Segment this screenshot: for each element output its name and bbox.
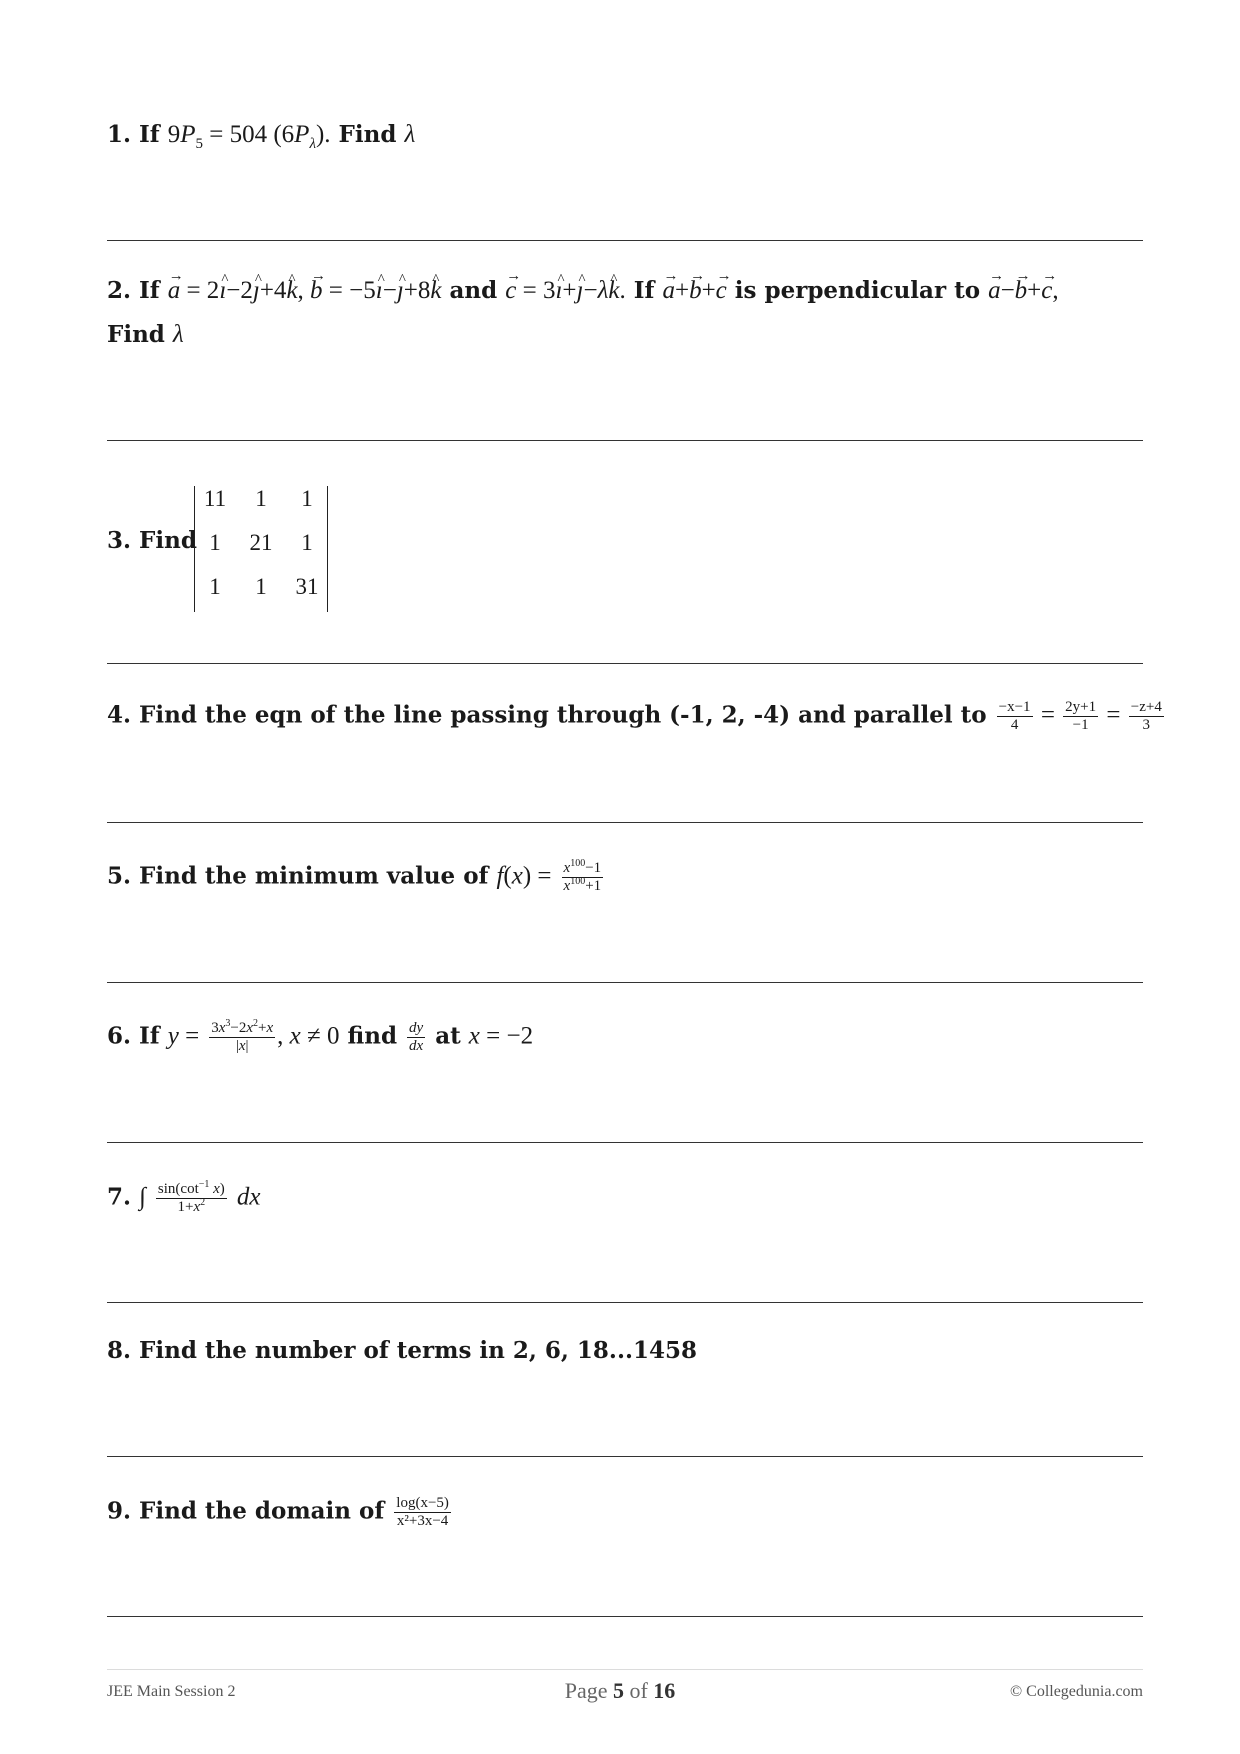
question-text: Find the number of terms in 2, 6, 18...1458 — [139, 1337, 697, 1364]
fraction-numerator: log(x−5) — [396, 1495, 449, 1511]
math-expression: y = — [167, 1022, 200, 1050]
question-text: Find — [139, 527, 197, 554]
matrix-cell: 11 — [203, 486, 227, 511]
fraction: $\frac{3x^3-2x^2+x}{|x|}$ — [211, 1018, 274, 1054]
question-text: Find the domain of — [139, 1497, 385, 1525]
footer-copyright: © Collegedunia.com — [1009, 1683, 1143, 1700]
question-text: If — [139, 1022, 160, 1050]
question-text: Find the eqn of the line passing through (-1, 2, -4) and parallel to — [139, 701, 987, 729]
math-expression: dx — [236, 1183, 261, 1211]
question-text: is perpendicular to — [734, 277, 981, 304]
question-text: Find — [107, 321, 165, 348]
fraction: $\frac{dy}{dx}$ — [409, 1020, 424, 1054]
page-total: 16 — [653, 1678, 676, 1703]
question-text: find — [347, 1022, 398, 1050]
equals-sign: = — [1100, 701, 1127, 729]
question-7 — [107, 1179, 261, 1215]
answer-divider — [107, 240, 1143, 241]
matrix-cell: 1 — [209, 530, 221, 555]
answer-divider — [107, 982, 1143, 983]
question-number: 6. — [107, 1022, 132, 1050]
question-text: and — [449, 277, 498, 304]
matrix-cell: 31 — [295, 574, 319, 599]
fraction-denominator: 3 — [1142, 717, 1151, 733]
question-text: If — [139, 277, 160, 304]
question-1 — [107, 120, 415, 159]
question-3 — [107, 526, 197, 556]
question-number: 4. — [107, 701, 132, 729]
question-number: 9. — [107, 1497, 132, 1525]
fraction — [1129, 700, 1164, 733]
question-text: Find the minimum value of — [139, 862, 489, 890]
math-expression: f(x) = — [496, 862, 552, 890]
footer-divider — [107, 1669, 1143, 1670]
matrix-cell: 1 — [255, 574, 267, 599]
math-symbol: λ — [404, 121, 416, 148]
answer-divider — [107, 1142, 1143, 1143]
page-current: 5 — [612, 1678, 624, 1703]
math-expression: → c = 3^ ı+^ ȷ−λ^ k. — [505, 277, 626, 304]
question-4 — [107, 700, 1166, 733]
matrix-cell: 1 — [301, 530, 313, 555]
page-word: Page — [564, 1678, 608, 1703]
matrix-cell: 21 — [249, 530, 273, 555]
question-text: If — [633, 277, 655, 304]
page-of: of — [629, 1678, 648, 1703]
question-number: 2. — [107, 277, 132, 304]
question-8 — [107, 1336, 697, 1366]
question-6 — [107, 1018, 534, 1054]
question-text: If — [139, 121, 160, 148]
question-text: Find — [338, 121, 397, 148]
fraction-numerator: 2y+1 — [1065, 699, 1097, 715]
matrix-cell: 1 — [255, 486, 267, 511]
math-expression: → a−→ b+→ c, — [988, 277, 1059, 304]
math-expression: → a+→ b+→ c — [662, 277, 726, 304]
footer-exam-title: JEE Main Session 2 — [107, 1683, 236, 1700]
answer-divider — [107, 663, 1143, 664]
question-number: 7. — [107, 1183, 132, 1211]
math-expression: x = −2 — [468, 1022, 534, 1050]
equals-sign: = — [1034, 701, 1062, 729]
matrix-cell: 1 — [209, 574, 221, 599]
question-number: 3. — [107, 527, 132, 554]
math-expression: $9P_5 = 504$ $(6P_\lambda)$. — [167, 121, 331, 152]
fraction: $\frac{x^{100}-1}{x^{100}+1}$ — [563, 858, 602, 894]
math-symbol: λ — [172, 321, 184, 348]
fraction-denominator: 4 — [1010, 717, 1019, 733]
math-expression: , x ≠ 0 — [277, 1022, 340, 1050]
answer-divider — [107, 440, 1143, 441]
question-2-continued — [107, 320, 184, 350]
fraction — [997, 700, 1033, 733]
determinant — [194, 486, 328, 612]
fraction — [394, 1496, 451, 1529]
answer-divider — [107, 1302, 1143, 1303]
question-2 — [107, 276, 1059, 306]
math-expression: → a = 2^ ı−2^ ȷ+4^ k, → b = −5^ ı−^ ȷ+8^ k — [168, 277, 442, 304]
fraction-numerator: −z+4 — [1130, 699, 1162, 715]
fraction-numerator: −x−1 — [998, 699, 1031, 715]
fraction-denominator: x²+3x−4 — [396, 1513, 449, 1529]
question-text: at — [435, 1022, 461, 1050]
question-number: 1. — [107, 121, 132, 148]
integral-sign: ∫ — [139, 1183, 146, 1211]
question-9 — [107, 1496, 453, 1529]
question-number: 8. — [107, 1337, 132, 1364]
question-5 — [107, 858, 605, 894]
answer-divider — [107, 1456, 1143, 1457]
fraction: $\frac{\sin(\cot^{-1} x)}{1+x^2}$ — [157, 1179, 225, 1215]
answer-divider — [107, 822, 1143, 823]
fraction-denominator: −1 — [1072, 717, 1089, 733]
answer-divider — [107, 1616, 1143, 1617]
fraction — [1063, 700, 1098, 733]
matrix-cell: 1 — [301, 486, 313, 511]
question-number: 5. — [107, 862, 132, 890]
